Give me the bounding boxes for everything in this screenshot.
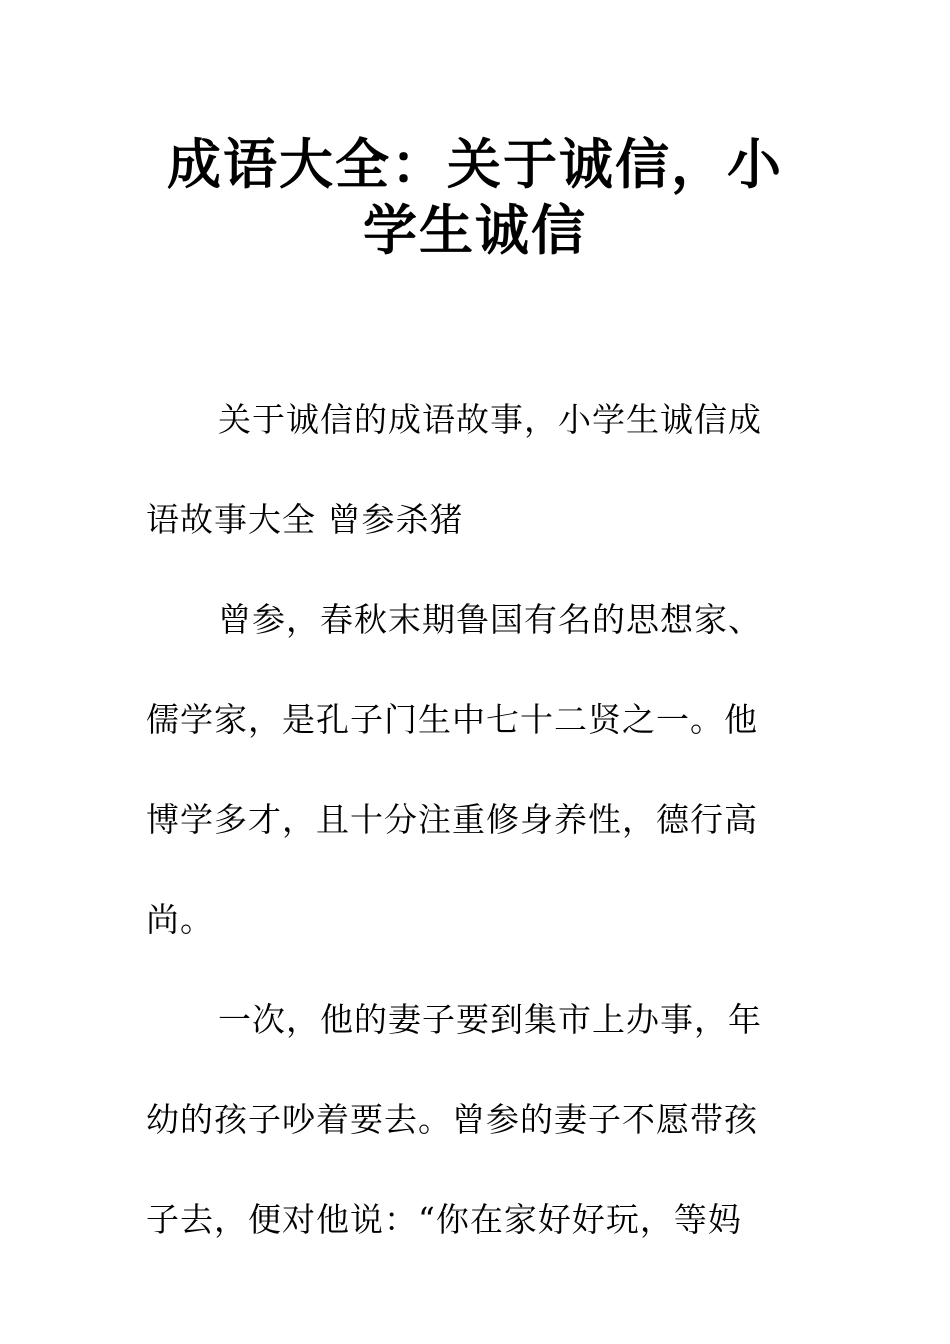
text-line: 语故事大全 曾参杀猪	[146, 500, 464, 539]
text-line: 博学多才，且十分注重修身养性，德行高	[146, 800, 758, 839]
paragraph-2	[146, 570, 808, 970]
page-title	[120, 132, 830, 264]
text-line: 关于诚信的成语故事，小学生诚信成	[218, 400, 762, 439]
text-line: 幼的孩子吵着要去。曾参的妻子不愿带孩	[146, 1100, 758, 1139]
title-line-1: 成语大全：关于诚信，小	[167, 133, 783, 196]
text-line: 子去，便对他说：“你在家好好玩，等妈	[146, 1200, 742, 1239]
text-line: 尚。	[146, 900, 214, 939]
body-text	[146, 370, 808, 1270]
text-line: 曾参，春秋末期鲁国有名的思想家、	[218, 600, 762, 639]
paragraph-3	[146, 970, 808, 1270]
text-line: 儒学家，是孔子门生中七十二贤之一。他	[146, 700, 758, 739]
paragraph-1	[146, 370, 808, 570]
text-line: 一次，他的妻子要到集市上办事，年	[218, 1000, 762, 1039]
title-line-2: 学生诚信	[363, 199, 587, 262]
